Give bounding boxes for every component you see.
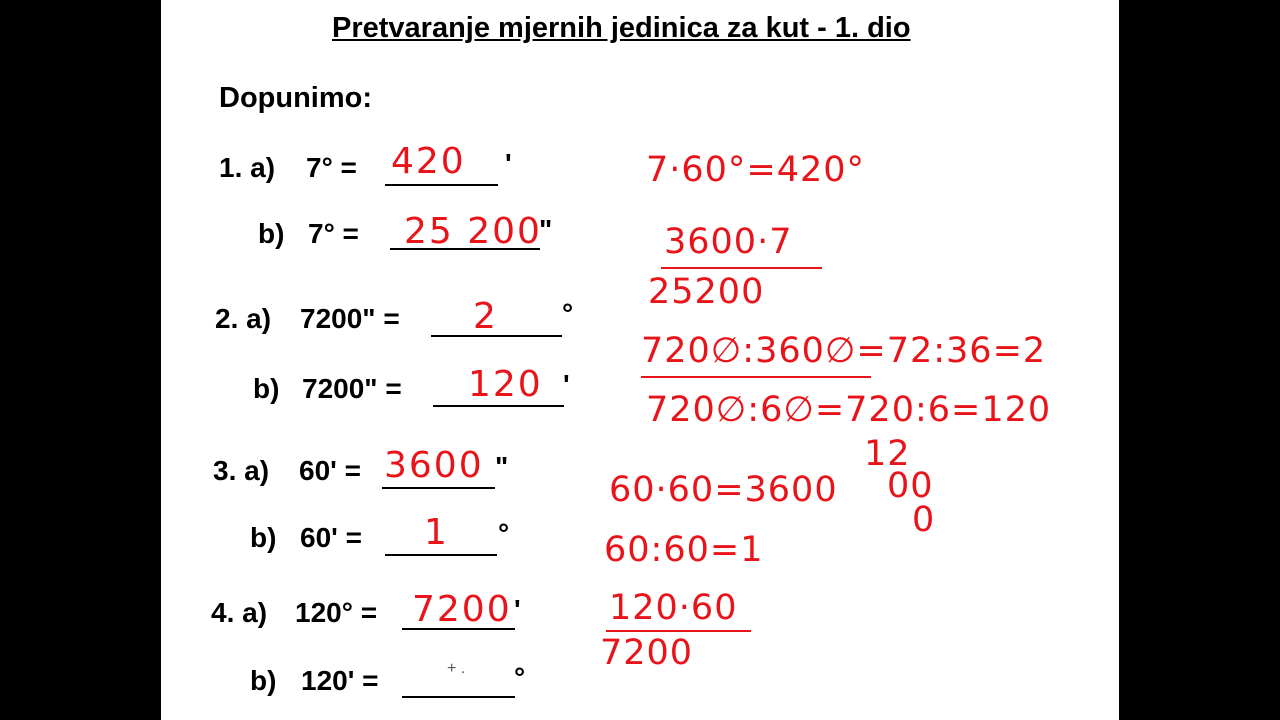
problem-3a-expression: 60' = xyxy=(299,455,361,486)
problem-1a-label: 1. a) xyxy=(219,152,276,183)
work-line-7-bottom: 7200 xyxy=(600,633,694,673)
problem-4b-answer: + . xyxy=(447,660,466,677)
problem-1b-label: b) xyxy=(258,218,285,249)
problem-3a-blank xyxy=(382,487,495,489)
problem-4b-label: b) xyxy=(250,665,277,696)
problem-3b-blank xyxy=(385,554,497,556)
problem-4b-expression: 120' = xyxy=(301,665,379,696)
work-line-4-sub-1: 12 xyxy=(864,434,911,474)
work-line-4-sub-2: 00 xyxy=(887,466,934,506)
problem-1a-expression: 7° = xyxy=(306,152,357,183)
section-heading: Dopunimo: xyxy=(219,82,373,114)
problem-2b-answer: 120 xyxy=(468,364,543,405)
problem-2b-label: b) xyxy=(253,373,280,404)
problem-1a-blank xyxy=(385,184,498,186)
problem-3a-unit: " xyxy=(495,451,509,482)
work-line-3-rule xyxy=(641,376,871,378)
work-line-7-top: 120·60 xyxy=(609,588,738,628)
problem-3a-answer: 3600 xyxy=(384,445,484,486)
problem-3b-label: b) xyxy=(250,522,277,553)
work-line-4: 720∅:6∅=720:6=120 xyxy=(646,390,1052,430)
work-line-7-rule xyxy=(606,630,751,632)
problem-1b-expression: 7° = xyxy=(308,218,359,249)
problem-4b-blank xyxy=(402,696,515,698)
problem-2b-expression: 7200" = xyxy=(302,373,402,404)
problem-4a-label: 4. a) xyxy=(211,597,268,628)
problem-1a-unit: ' xyxy=(505,148,512,179)
problem-2b-blank xyxy=(433,405,564,407)
problem-2a-blank xyxy=(431,335,562,337)
work-line-2-bottom: 25200 xyxy=(648,272,765,312)
work-line-6: 60:60=1 xyxy=(604,530,764,570)
problem-2a-label: 2. a) xyxy=(215,303,272,334)
work-line-5: 60·60=3600 xyxy=(609,470,838,510)
problem-1b-unit: " xyxy=(539,214,553,245)
problem-3a-label: 3. a) xyxy=(213,455,270,486)
problem-3b-expression: 60' = xyxy=(300,522,362,553)
problem-1a-answer: 420 xyxy=(391,141,466,182)
page-title: Pretvaranje mjernih jedinica za kut - 1. dio xyxy=(332,12,911,44)
problem-4a-blank xyxy=(402,628,515,630)
problem-4a-answer: 7200 xyxy=(412,589,512,630)
problem-2a-unit: ° xyxy=(562,298,574,329)
problem-4b-unit: ° xyxy=(514,662,526,693)
problem-3b-unit: ° xyxy=(498,518,510,549)
problem-2a-expression: 7200" = xyxy=(300,303,400,334)
work-line-3: 720∅:360∅=72:36=2 xyxy=(641,331,1047,371)
work-line-2-rule xyxy=(661,267,822,269)
problem-1b-answer: 25 200 xyxy=(404,211,542,252)
slide xyxy=(161,0,1119,720)
problem-4a-expression: 120° = xyxy=(295,597,378,628)
work-line-4-sub-3: 0 xyxy=(912,500,936,540)
problem-4a-unit: ' xyxy=(514,594,521,625)
work-line-2-top: 3600·7 xyxy=(664,222,793,262)
work-line-1: 7·60°=420° xyxy=(646,150,866,190)
problem-2b-unit: ' xyxy=(563,369,570,400)
problem-1b-blank xyxy=(390,248,540,250)
problem-3b-answer: 1 xyxy=(424,512,449,553)
problem-2a-answer: 2 xyxy=(473,296,498,337)
